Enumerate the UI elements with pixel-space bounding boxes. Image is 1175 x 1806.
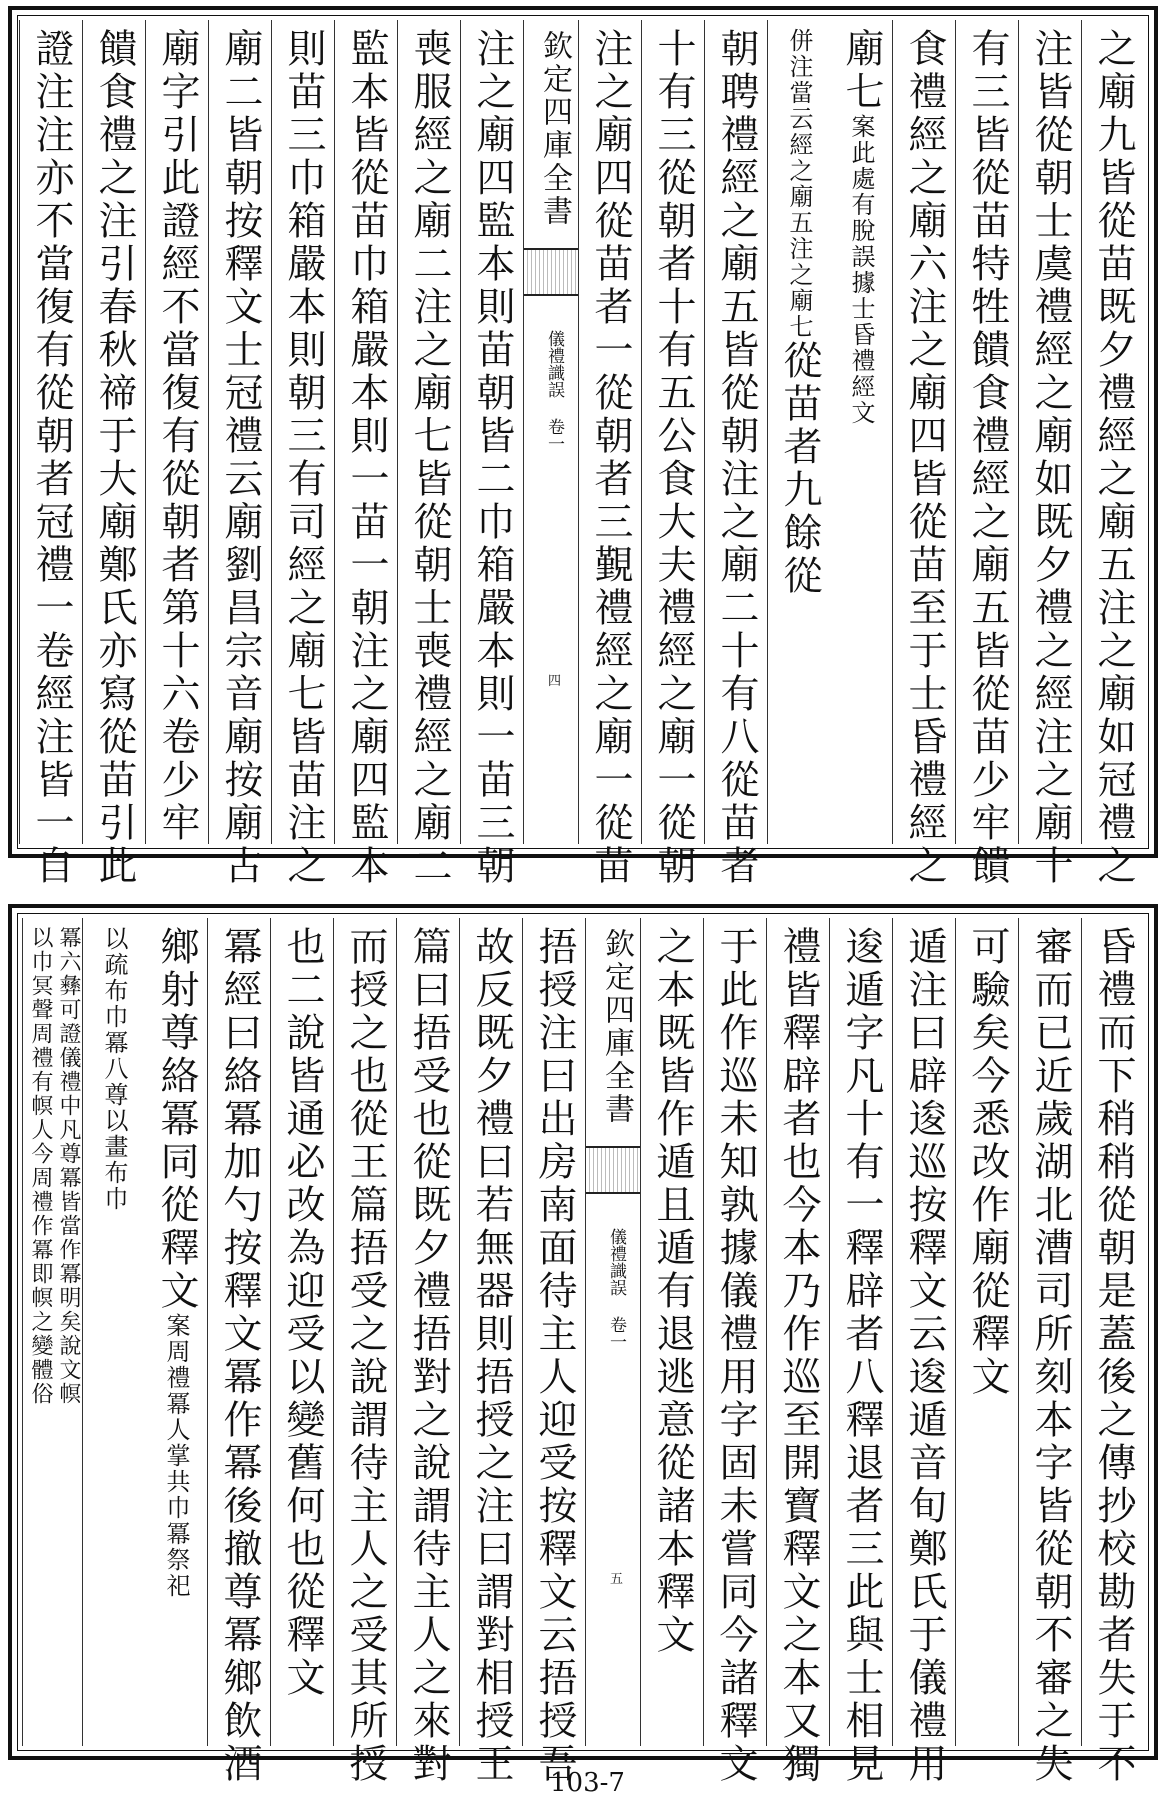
text-column: 廟字引此證經不當復有從朝者第十六卷少牢 [145,20,208,844]
text-column: 則苗三巾箱嚴本則朝三有司經之廟七皆苗注之 [271,20,334,844]
text-column: 廟二皆朝按釋文士冠禮云廟劉昌宗音廟按廟古 [208,20,271,844]
text-column: 也二說皆通必改為迎受以變舊何也從釋文 [270,918,333,1746]
text-column: 禮皆釋辟者也今本乃作巡至開寶釋文之本又獨 [766,918,829,1746]
text-column: 證注注亦不當復有從朝者冠禮一卷經注皆一自 [19,20,82,844]
annotation-column [22,918,82,1746]
note-line: 併注當云經之廟五注之廟七 [785,28,813,340]
note-line: 以疏布巾冪八尊以畫布巾 [100,926,128,1212]
top-page-columns [22,20,1144,888]
fish-tail-ornament [524,248,578,296]
center-fold-strip [523,20,578,844]
text-column: 捂授注曰出房南面待主人迎受按釋文云捂授吾 [522,918,585,1746]
text-column: 冪經曰絡冪加勺按釋文冪作冪後撤尊冪鄉飲酒 [207,918,270,1746]
page-number: 五 [610,1572,624,1587]
column-main: 鄉射尊絡冪同從釋文 [154,926,199,1313]
text-column: 昏禮而下稍稍從朝是蓋後之傳抄校勘者失于不 [1081,918,1144,1746]
book-subtitle: 儀禮識誤 [606,1228,626,1296]
text-column: 注之廟四從苗者一從朝者三覲禮經之廟一從苗 [578,20,641,844]
footer-page-code: 103-7 [550,1768,625,1798]
book-title: 欽定四庫全書 [599,928,634,1126]
juan-label: 卷一 [606,1316,626,1350]
text-column: 朝聘禮經之廟五皆從朝注之廟二十有八從苗者 [704,20,767,844]
text-column: 之廟九皆從苗既夕禮經之廟五注之廟如冠禮之 [1081,20,1144,844]
text-column: 有三皆從苗特牲饋食禮經之廟五皆從苗少牢饋 [955,20,1018,844]
text-column: 而授之也從王篇捂受之說謂待主人之受其所授 [333,918,396,1746]
juan-label: 卷一 [544,418,564,452]
text-column-with-note [82,918,207,1746]
note-line: 以巾冥聲周禮有幎人今周禮作冪即幎之變體俗 [28,926,53,1406]
fish-tail-ornament [586,1146,640,1194]
center-fold-strip [585,918,640,1746]
text-column: 監本皆從苗巾箱嚴本則一苗一朝注之廟四監本 [334,20,397,844]
note-line: 冪六彝可證儀禮中凡尊冪皆當作冪明矣說文幎 [56,926,81,1406]
text-column: 于此作巡未知孰據儀禮用字固未嘗同今諸釋文 [703,918,766,1746]
column-tail: 從苗者九餘從 [777,340,822,598]
text-column: 饋食禮之注引春秋禘于大廟鄭氏亦寫從苗引此 [82,20,145,844]
volume-label [542,330,567,452]
note-line: 案此處有脫誤據士昏禮經文 [847,114,875,426]
page-number: 四 [548,674,562,689]
top-page-frame [8,6,1158,888]
book-title: 欽定四庫全書 [537,30,572,228]
text-column: 之本既皆作遁且遁有退逃意從諸本釋文 [640,918,703,1746]
text-column: 喪服經之廟二注之廟七皆從朝士喪禮經之廟二 [397,20,460,844]
text-column: 可驗矣今悉改作廟從釋文 [955,918,1018,1746]
book-subtitle: 儀禮識誤 [544,330,564,398]
column-head: 廟七 [839,28,884,114]
volume-label [604,1228,629,1350]
text-column: 審而已近歲湖北漕司所刻本字皆從朝不審之失 [1018,918,1081,1746]
text-column: 注之廟四監本則苗朝皆二巾箱嚴本則一苗三朝 [460,20,523,844]
note-line: 案周禮冪人掌共巾冪祭祀 [162,1313,190,1599]
text-column: 食禮經之廟六注之廟四皆從苗至于士昏禮經之 [892,20,955,844]
text-column: 故反既夕禮曰若無器則捂授之注曰謂對相授王 [459,918,522,1746]
text-column-with-note [767,20,892,844]
text-column: 遁注曰辟逡巡按釋文云逡遁音旬鄭氏于儀禮用 [892,918,955,1746]
text-column: 十有三從朝者十有五公食大夫禮經之廟一從朝 [641,20,704,844]
text-column: 注皆從朝士虞禮經之廟如既夕禮之經注之廟十 [1018,20,1081,844]
text-column: 篇曰捂受也從既夕禮捂對之說謂待主人之來對 [396,918,459,1746]
text-column: 逡遁字凡十有一釋辟者八釋退者三此與士相見 [829,918,892,1746]
